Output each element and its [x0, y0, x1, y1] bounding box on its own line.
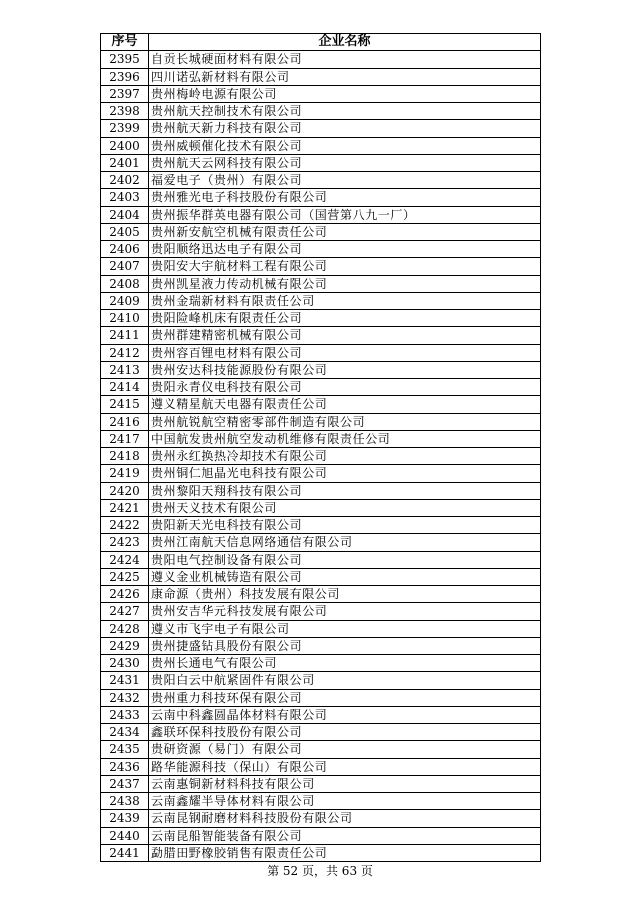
table-row	[101, 361, 541, 378]
table-body	[101, 51, 541, 862]
company-name-cell: 贵州黎阳天翔科技有限公司	[149, 482, 541, 499]
company-name-cell: 遵义金业机械铸造有限公司	[149, 568, 541, 585]
table-row	[101, 568, 541, 585]
company-name-cell: 贵州安达科技能源股份有限公司	[149, 361, 541, 378]
serial-number-cell: 2423	[101, 534, 149, 551]
company-name-cell: 贵阳顺络迅达电子有限公司	[149, 241, 541, 258]
table-row	[101, 292, 541, 309]
table-row	[101, 551, 541, 568]
table-row	[101, 154, 541, 171]
table-row	[101, 534, 541, 551]
serial-number-cell: 2422	[101, 517, 149, 534]
serial-number-cell: 2405	[101, 223, 149, 240]
table-row	[101, 637, 541, 654]
table-row	[101, 482, 541, 499]
table-row	[101, 172, 541, 189]
table-row	[101, 379, 541, 396]
table-row	[101, 517, 541, 534]
serial-number-cell: 2406	[101, 241, 149, 258]
company-name-cell: 贵州振华群英电器有限公司（国营第八九一厂）	[149, 206, 541, 223]
table-row	[101, 465, 541, 482]
serial-number-cell: 2438	[101, 793, 149, 810]
serial-number-cell: 2426	[101, 586, 149, 603]
table-row	[101, 620, 541, 637]
serial-number-cell: 2421	[101, 499, 149, 516]
table-row	[101, 137, 541, 154]
table-row	[101, 327, 541, 344]
serial-number-cell: 2413	[101, 361, 149, 378]
serial-number-cell: 2437	[101, 775, 149, 792]
table-row	[101, 758, 541, 775]
company-name-cell: 遵义精星航天电器有限责任公司	[149, 396, 541, 413]
serial-number-cell: 2411	[101, 327, 149, 344]
serial-number-cell: 2432	[101, 689, 149, 706]
table-row	[101, 310, 541, 327]
company-name-cell: 云南惠铜新材料科技有限公司	[149, 775, 541, 792]
company-name-cell: 贵阳安大宇航材料工程有限公司	[149, 258, 541, 275]
serial-number-cell: 2427	[101, 603, 149, 620]
table-row	[101, 396, 541, 413]
serial-number-cell: 2418	[101, 448, 149, 465]
table-row	[101, 223, 541, 240]
table-row	[101, 51, 541, 68]
company-name-cell: 云南中科鑫圆晶体材料有限公司	[149, 706, 541, 723]
serial-number-cell: 2435	[101, 741, 149, 758]
serial-number-cell: 2403	[101, 189, 149, 206]
serial-number-cell: 2429	[101, 637, 149, 654]
table-row	[101, 586, 541, 603]
table-row	[101, 793, 541, 810]
table-row	[101, 258, 541, 275]
company-name-cell: 贵州威顿催化技术有限公司	[149, 137, 541, 154]
company-name-cell: 贵州梅岭电源有限公司	[149, 85, 541, 102]
serial-number-cell: 2431	[101, 672, 149, 689]
serial-number-cell: 2419	[101, 465, 149, 482]
company-name-cell: 贵州永红换热冷却技术有限公司	[149, 448, 541, 465]
company-name-cell: 贵州捷盛钻具股份有限公司	[149, 637, 541, 654]
table-row	[101, 499, 541, 516]
table-row	[101, 706, 541, 723]
company-name-cell: 贵州航天控制技术有限公司	[149, 103, 541, 120]
company-name-cell: 四川诺弘新材料有限公司	[149, 68, 541, 85]
serial-number-cell: 2424	[101, 551, 149, 568]
company-name-cell: 鑫联环保科技股份有限公司	[149, 724, 541, 741]
company-name-cell: 贵州天义技术有限公司	[149, 499, 541, 516]
table-row	[101, 741, 541, 758]
serial-number-cell: 2397	[101, 85, 149, 102]
table-row	[101, 120, 541, 137]
serial-number-cell: 2404	[101, 206, 149, 223]
company-name-cell: 贵阳白云中航紧固件有限公司	[149, 672, 541, 689]
company-name-cell: 贵州容百锂电材料有限公司	[149, 344, 541, 361]
company-name-cell: 路华能源科技（保山）有限公司	[149, 758, 541, 775]
header-company-name: 企业名称	[149, 34, 541, 51]
company-name-cell: 贵州重力科技环保有限公司	[149, 689, 541, 706]
serial-number-cell: 2410	[101, 310, 149, 327]
serial-number-cell: 2395	[101, 51, 149, 68]
table-row	[101, 724, 541, 741]
company-name-cell: 贵阳电气控制设备有限公司	[149, 551, 541, 568]
serial-number-cell: 2440	[101, 827, 149, 844]
table-header-row	[101, 34, 541, 51]
page-footer: 第 52 页，共 63 页	[267, 864, 373, 878]
table-row	[101, 810, 541, 827]
serial-number-cell: 2425	[101, 568, 149, 585]
table-row	[101, 844, 541, 861]
serial-number-cell: 2398	[101, 103, 149, 120]
company-name-cell: 云南昆钢耐磨材料科技股份有限公司	[149, 810, 541, 827]
company-name-cell: 贵州金瑞新材料有限责任公司	[149, 292, 541, 309]
table-row	[101, 827, 541, 844]
serial-number-cell: 2430	[101, 655, 149, 672]
table-row	[101, 275, 541, 292]
company-name-cell: 福爱电子（贵州）有限公司	[149, 172, 541, 189]
table-row	[101, 103, 541, 120]
table-row	[101, 689, 541, 706]
company-table	[100, 33, 541, 862]
company-name-cell: 贵州群建精密机械有限公司	[149, 327, 541, 344]
company-name-cell: 勐腊田野橡胶销售有限责任公司	[149, 844, 541, 861]
company-name-cell: 贵研资源（易门）有限公司	[149, 741, 541, 758]
serial-number-cell: 2409	[101, 292, 149, 309]
company-name-cell: 中国航发贵州航空发动机维修有限责任公司	[149, 430, 541, 447]
serial-number-cell: 2439	[101, 810, 149, 827]
table-row	[101, 206, 541, 223]
table-row	[101, 448, 541, 465]
company-name-cell: 贵州新安航空机械有限责任公司	[149, 223, 541, 240]
company-name-cell: 贵州铜仁旭晶光电科技有限公司	[149, 465, 541, 482]
table-row	[101, 413, 541, 430]
serial-number-cell: 2401	[101, 154, 149, 171]
serial-number-cell: 2402	[101, 172, 149, 189]
serial-number-cell: 2416	[101, 413, 149, 430]
table-row	[101, 655, 541, 672]
table-row	[101, 775, 541, 792]
company-name-cell: 康命源（贵州）科技发展有限公司	[149, 586, 541, 603]
company-name-cell: 贵州江南航天信息网络通信有限公司	[149, 534, 541, 551]
serial-number-cell: 2417	[101, 430, 149, 447]
serial-number-cell: 2407	[101, 258, 149, 275]
serial-number-cell: 2436	[101, 758, 149, 775]
company-name-cell: 贵阳永青仪电科技有限公司	[149, 379, 541, 396]
company-name-cell: 自贡长城硬面材料有限公司	[149, 51, 541, 68]
company-name-cell: 贵阳险峰机床有限责任公司	[149, 310, 541, 327]
table-row	[101, 430, 541, 447]
company-name-cell: 云南昆船智能装备有限公司	[149, 827, 541, 844]
serial-number-cell: 2415	[101, 396, 149, 413]
serial-number-cell: 2396	[101, 68, 149, 85]
serial-number-cell: 2400	[101, 137, 149, 154]
company-name-cell: 贵州航天新力科技有限公司	[149, 120, 541, 137]
serial-number-cell: 2428	[101, 620, 149, 637]
company-name-cell: 遵义市飞宇电子有限公司	[149, 620, 541, 637]
company-name-cell: 贵州雅光电子科技股份有限公司	[149, 189, 541, 206]
company-name-cell: 贵阳新天光电科技有限公司	[149, 517, 541, 534]
table-row	[101, 68, 541, 85]
table-row	[101, 241, 541, 258]
serial-number-cell: 2408	[101, 275, 149, 292]
company-name-cell: 贵州凯星液力传动机械有限公司	[149, 275, 541, 292]
serial-number-cell: 2433	[101, 706, 149, 723]
table-row	[101, 85, 541, 102]
serial-number-cell: 2434	[101, 724, 149, 741]
company-name-cell: 云南鑫耀半导体材料有限公司	[149, 793, 541, 810]
company-name-cell: 贵州长通电气有限公司	[149, 655, 541, 672]
company-name-cell: 贵州安吉华元科技发展有限公司	[149, 603, 541, 620]
serial-number-cell: 2420	[101, 482, 149, 499]
table-row	[101, 672, 541, 689]
table-row	[101, 189, 541, 206]
serial-number-cell: 2412	[101, 344, 149, 361]
serial-number-cell: 2399	[101, 120, 149, 137]
serial-number-cell: 2441	[101, 844, 149, 861]
header-serial-number: 序号	[101, 34, 149, 51]
table-row	[101, 344, 541, 361]
company-name-cell: 贵州航天云网科技有限公司	[149, 154, 541, 171]
serial-number-cell: 2414	[101, 379, 149, 396]
table-row	[101, 603, 541, 620]
company-name-cell: 贵州航锐航空精密零部件制造有限公司	[149, 413, 541, 430]
